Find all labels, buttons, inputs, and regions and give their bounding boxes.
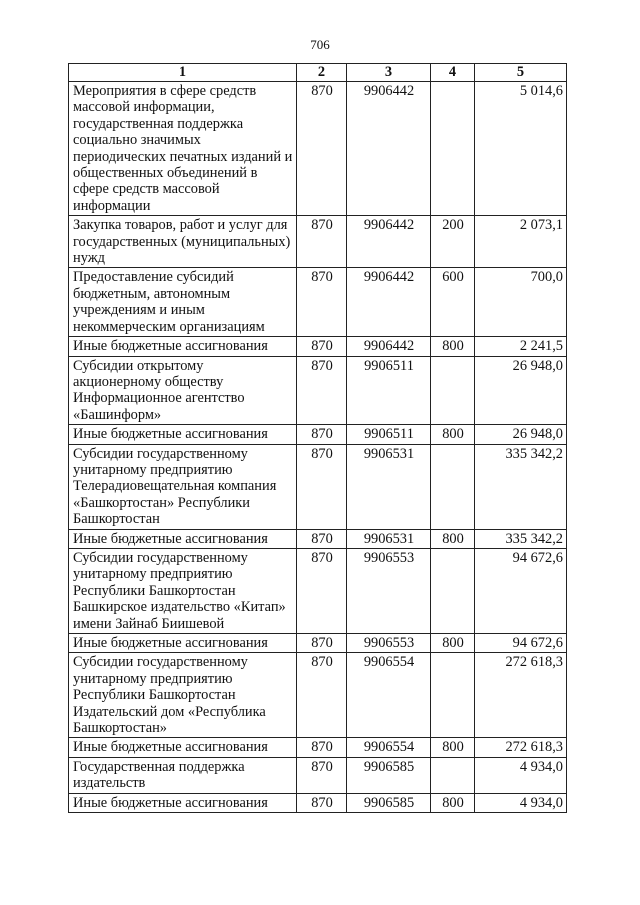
column-header-5: 5 bbox=[475, 64, 567, 82]
row-name-cell: Мероприятия в сфере средств массовой информации, государственная поддержка социально значимых периодических печатных изданий и общественных объединений в сфере средств массовой информации bbox=[69, 82, 297, 216]
row-amount-cell: 2 241,5 bbox=[475, 337, 567, 356]
row-name-cell: Иные бюджетные ассигнования bbox=[69, 634, 297, 653]
row-target-article-cell: 9906442 bbox=[347, 337, 431, 356]
row-name-cell: Субсидии государственному унитарному предприятию Республики Башкортостан Башкирское издательство «Китап» имени Зайнаб Биишевой bbox=[69, 548, 297, 633]
row-expense-type-cell bbox=[431, 356, 475, 425]
row-target-article-cell: 9906553 bbox=[347, 634, 431, 653]
row-amount-cell: 4 934,0 bbox=[475, 793, 567, 812]
row-expense-type-cell: 800 bbox=[431, 634, 475, 653]
row-name-cell: Иные бюджетные ассигнования bbox=[69, 793, 297, 812]
table-row bbox=[69, 444, 567, 529]
row-expense-type-cell: 800 bbox=[431, 529, 475, 548]
column-header-1: 1 bbox=[69, 64, 297, 82]
table-row bbox=[69, 356, 567, 425]
row-amount-cell: 4 934,0 bbox=[475, 757, 567, 793]
row-target-article-cell: 9906442 bbox=[347, 82, 431, 216]
table-row bbox=[69, 793, 567, 812]
row-grbs-cell: 870 bbox=[297, 548, 347, 633]
row-grbs-cell: 870 bbox=[297, 337, 347, 356]
row-expense-type-cell bbox=[431, 82, 475, 216]
row-expense-type-cell: 800 bbox=[431, 337, 475, 356]
row-amount-cell: 94 672,6 bbox=[475, 548, 567, 633]
table-row bbox=[69, 653, 567, 738]
row-amount-cell: 5 014,6 bbox=[475, 82, 567, 216]
row-target-article-cell: 9906585 bbox=[347, 793, 431, 812]
row-name-cell: Субсидии государственному унитарному предприятию Телерадиовещательная компания «Башкортостан» Республики Башкортостан bbox=[69, 444, 297, 529]
row-amount-cell: 26 948,0 bbox=[475, 356, 567, 425]
row-expense-type-cell: 800 bbox=[431, 738, 475, 757]
row-name-cell: Иные бюджетные ассигнования bbox=[69, 529, 297, 548]
row-grbs-cell: 870 bbox=[297, 634, 347, 653]
row-name-cell: Закупка товаров, работ и услуг для государственных (муниципальных) нужд bbox=[69, 216, 297, 268]
column-header-2: 2 bbox=[297, 64, 347, 82]
row-name-cell: Субсидии открытому акционерному обществу Информационное агентство «Башинформ» bbox=[69, 356, 297, 425]
row-amount-cell: 700,0 bbox=[475, 268, 567, 337]
table-row bbox=[69, 634, 567, 653]
row-name-cell: Иные бюджетные ассигнования bbox=[69, 337, 297, 356]
row-target-article-cell: 9906531 bbox=[347, 444, 431, 529]
column-header-3: 3 bbox=[347, 64, 431, 82]
table-row bbox=[69, 82, 567, 216]
row-expense-type-cell: 200 bbox=[431, 216, 475, 268]
row-grbs-cell: 870 bbox=[297, 757, 347, 793]
row-target-article-cell: 9906554 bbox=[347, 653, 431, 738]
row-grbs-cell: 870 bbox=[297, 425, 347, 444]
row-grbs-cell: 870 bbox=[297, 529, 347, 548]
row-name-cell: Государственная поддержка издательств bbox=[69, 757, 297, 793]
row-grbs-cell: 870 bbox=[297, 216, 347, 268]
row-grbs-cell: 870 bbox=[297, 738, 347, 757]
row-grbs-cell: 870 bbox=[297, 793, 347, 812]
row-expense-type-cell bbox=[431, 757, 475, 793]
row-target-article-cell: 9906554 bbox=[347, 738, 431, 757]
row-grbs-cell: 870 bbox=[297, 653, 347, 738]
row-expense-type-cell: 600 bbox=[431, 268, 475, 337]
row-expense-type-cell bbox=[431, 653, 475, 738]
row-name-cell: Иные бюджетные ассигнования bbox=[69, 738, 297, 757]
row-amount-cell: 94 672,6 bbox=[475, 634, 567, 653]
row-grbs-cell: 870 bbox=[297, 268, 347, 337]
row-expense-type-cell bbox=[431, 444, 475, 529]
row-amount-cell: 335 342,2 bbox=[475, 444, 567, 529]
row-amount-cell: 272 618,3 bbox=[475, 653, 567, 738]
table-row bbox=[69, 268, 567, 337]
table-header-row bbox=[69, 64, 567, 82]
table-row bbox=[69, 425, 567, 444]
row-target-article-cell: 9906511 bbox=[347, 425, 431, 444]
table-row bbox=[69, 529, 567, 548]
row-expense-type-cell: 800 bbox=[431, 425, 475, 444]
row-expense-type-cell: 800 bbox=[431, 793, 475, 812]
table-row bbox=[69, 337, 567, 356]
row-expense-type-cell bbox=[431, 548, 475, 633]
table-row bbox=[69, 738, 567, 757]
row-name-cell: Предоставление субсидий бюджетным, автономным учреждениям и иным некоммерческим организациям bbox=[69, 268, 297, 337]
row-target-article-cell: 9906442 bbox=[347, 268, 431, 337]
row-target-article-cell: 9906531 bbox=[347, 529, 431, 548]
row-name-cell: Субсидии государственному унитарному предприятию Республики Башкортостан Издательский дом «Республика Башкортостан» bbox=[69, 653, 297, 738]
row-grbs-cell: 870 bbox=[297, 356, 347, 425]
row-grbs-cell: 870 bbox=[297, 444, 347, 529]
row-amount-cell: 26 948,0 bbox=[475, 425, 567, 444]
row-target-article-cell: 9906585 bbox=[347, 757, 431, 793]
row-name-cell: Иные бюджетные ассигнования bbox=[69, 425, 297, 444]
table-row bbox=[69, 757, 567, 793]
row-amount-cell: 2 073,1 bbox=[475, 216, 567, 268]
row-target-article-cell: 9906553 bbox=[347, 548, 431, 633]
budget-table bbox=[68, 63, 567, 813]
table-row bbox=[69, 548, 567, 633]
column-header-4: 4 bbox=[431, 64, 475, 82]
row-target-article-cell: 9906511 bbox=[347, 356, 431, 425]
page-number: 706 bbox=[310, 37, 330, 52]
row-grbs-cell: 870 bbox=[297, 82, 347, 216]
row-amount-cell: 335 342,2 bbox=[475, 529, 567, 548]
row-amount-cell: 272 618,3 bbox=[475, 738, 567, 757]
table-row bbox=[69, 216, 567, 268]
row-target-article-cell: 9906442 bbox=[347, 216, 431, 268]
